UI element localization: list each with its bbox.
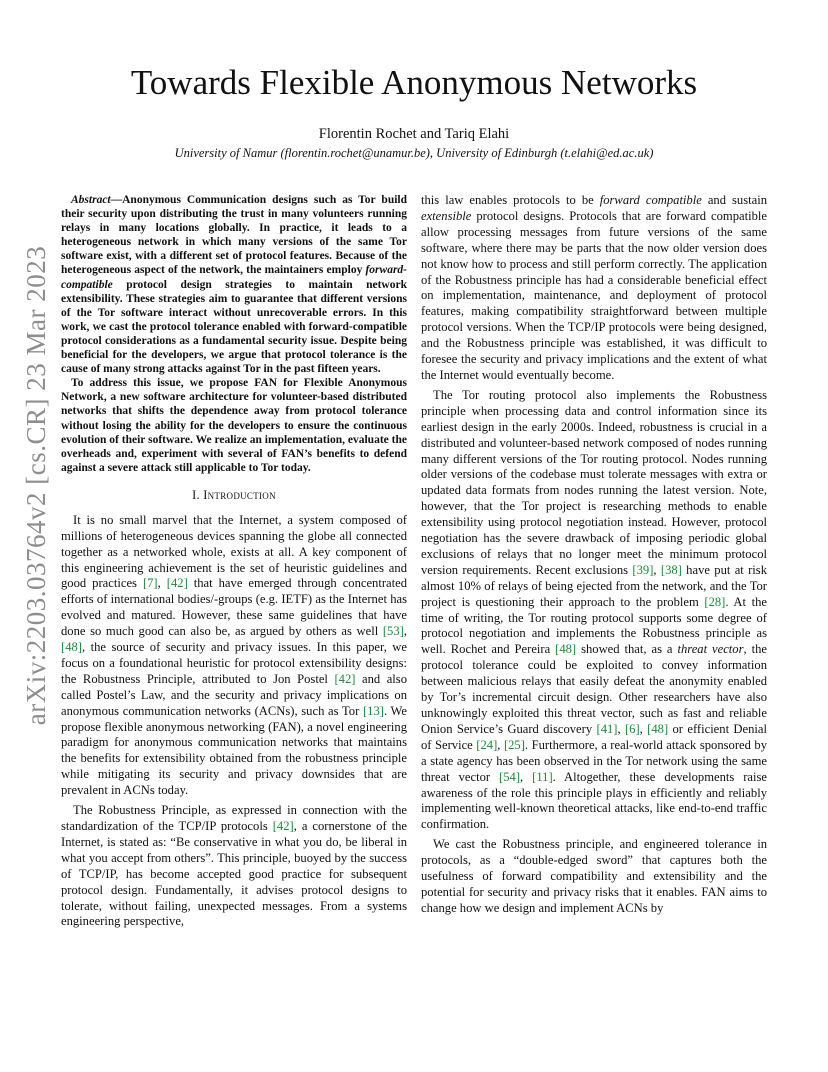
citation-link[interactable]: [25] bbox=[503, 737, 525, 752]
abstract-label: Abstract bbox=[71, 194, 111, 206]
citation-link[interactable]: [42] bbox=[272, 819, 294, 833]
citation-link[interactable]: [41] bbox=[596, 721, 618, 736]
left-column bbox=[61, 193, 407, 934]
right-column bbox=[421, 193, 767, 921]
citation-link[interactable]: [6] bbox=[624, 721, 640, 736]
citation-link[interactable]: [39] bbox=[632, 562, 654, 577]
section-title: Introduction bbox=[203, 487, 276, 502]
paper-title: Towards Flexible Anonymous Networks bbox=[130, 63, 698, 102]
intro-paragraph-2: The Robustness Principle, as expressed in connection with the standardization of the TCP/IP protocols [42], a cornerstone of the Internet, is stated as: “Be conservative in what you do, be liberal in what you accept from others”. This principle, buoyed by the success of TCP/IP, has become accepted good practice for subsequent protocol design. Fundamentally, it advises protocol designs to tolerate, without failing, unexpected messages. From a systems engineering perspective, bbox=[61, 803, 408, 929]
citation-link[interactable]: [38] bbox=[660, 562, 682, 577]
citation-link[interactable]: [48] bbox=[647, 721, 669, 736]
intro-paragraph-1: It is no small marvel that the Internet, a system composed of millions of heterogeneous devices spanning the globe all connected together as a networked whole, exists at all. A key component of this engineering achievement is the set of heuristic guidelines and good practices [7], [42] that have emerged through concentrated efforts of international bodies/-groups (e.g. IETF) as the Internet has evolved and matured. However, these same guidelines that have done so much good can also be, as argued by others as well [53], [48], the source of security and privacy issues. In this paper, we focus on a foundational heuristic for protocol extensibility designs: the Robustness Principle, attributed to Jon Postel [42] and also called Postel’s Law, and the security and privacy implications on anonymous communication networks (ACNs), such as Tor [13]. We propose flexible anonymous networking (FAN), a novel engineering paradigm for anonymous communication networks that maintains the benefits for extensibility obtained from the robustness principle while mitigating its security and privacy downsides that are prevalent in ACNs today. bbox=[61, 512, 408, 798]
abstract-paragraph-2: To address this issue, we propose FAN for Flexible Anonymous Network, a new software architecture for volunteer-based distributed networks that shifts the dependence away from protocol tolerance without losing the ability for the developers to ensure the continuous evolution of their software. We realize an implementation, evaluate the overheads and, experiment with several of FAN’s benefits to defend against a severe attack still applicable to Tor today. bbox=[61, 377, 407, 474]
citation-link[interactable]: [53] bbox=[382, 624, 404, 639]
citation-link[interactable]: [13] bbox=[362, 703, 384, 718]
right-paragraph-3: We cast the Robustness principle, and engineered tolerance in protocols, as a “double-edged sword” that captures both the usefulness of forward compatibility and extensibility and the potential for security and privacy risks that it enables. FAN aims to change how we design and implement ACNs by bbox=[421, 837, 767, 915]
section-heading-introduction bbox=[61, 488, 407, 504]
section-number: I. bbox=[192, 487, 200, 502]
citation-link[interactable]: [48] bbox=[555, 642, 577, 657]
citation-link[interactable]: [24] bbox=[476, 737, 498, 752]
right-paragraph-1: this law enables protocols to be forward compatible and sustain extensible protocol designs. Protocols that are forward compatible allow processing messages from future versions of the same software, where there may be parts that the now older version does not know how to process and still perform correctly. The application of the Robustness principle has had a considerable beneficial effect on implementation, maintenance, and deployment of protocol features, making compatibility straightforward between multiple protocol versions. When the TCP/IP protocols were being designed, and the Robustness principle was established, it was difficult to foresee the security and privacy implications and the extent of what the Internet would eventually become. bbox=[421, 193, 768, 382]
paper-authors: Florentin Rochet and Tariq Elahi bbox=[318, 126, 510, 142]
abstract-paragraph-1: Abstract—Anonymous Communication designs such as Tor build their security upon distributing the trust in many volunteers running relays in many locations globally. In practice, it leads to a heterogeneous network in which many versions of the same Tor software exist, with a different set of protocol features. Because of the heterogeneous aspect of the network, the maintainers employ forward-compatible protocol design strategies to maintain network extensibility. These strategies aim to guarantee that different versions of the Tor software interact without unrecoverable errors. In this work, we cast the protocol tolerance enabled with forward-compatible protocol considerations as a fundamental security issue. Despite being beneficial for the developers, we argue that protocol tolerance is the cause of many strong attacks against Tor in the past fifteen years. bbox=[61, 194, 407, 376]
citation-link[interactable]: [7] bbox=[142, 576, 158, 591]
abstract bbox=[61, 193, 407, 475]
author-affiliations: University of Namur (florentin.rochet@unamur.be), University of Edinburgh (t.elahi@ed.ac.uk) bbox=[174, 146, 654, 160]
citation-link[interactable]: [42] bbox=[334, 671, 356, 686]
arxiv-identifier-stamp bbox=[21, 245, 52, 725]
right-paragraph-2: The Tor routing protocol also implements the Robustness principle when processing data and control information since its earliest design in the early 2000s. Indeed, robustness is crucial in a distributed and volunteer-based network composed of nodes running many different versions of the Tor routing protocol. Nodes running older versions of the codebase must tolerate messages with extra or updated data formats from nodes running the latest version. Note, however, that the Tor project is researching methods to enable extensibility using protocol negotiation instead. However, protocol negotiation has the severe drawback of imposing periodic global exclusions of relays that no longer meet the minimum protocol version requirements. Recent exclusions [39], [38] have put at risk almost 10% of relays of being ejected from the network, and the Tor project is questioning their approach to the problem [28]. At the time of writing, the Tor routing protocol supports some degree of protocol negotiation and implements the Robustness principle as well. Rochet and Pereira [48] showed that, as a threat vector, the protocol tolerance could be exploited to convey information between malicious relays that easily defeat the anonymity enabled by Tor’s incremental circuit design. Other researchers have also unknowingly exploited this threat vector, such as fast and reliable Onion Service’s Guard discovery [41], [6], [48] or efficient Denial of Service [24], [25]. Furthermore, a real-world attack sponsored by a state agency has been observed in the Tor network using the same threat vector [54], [11]. Altogether, these developments raise awareness of the role this principle plays in efficiently and reliably implementing well-known theoretical attacks, like end-to-end traffic confirmation. bbox=[421, 387, 768, 832]
citation-link[interactable]: [48] bbox=[61, 640, 82, 655]
citation-link[interactable]: [42] bbox=[166, 576, 188, 591]
citation-link[interactable]: [28] bbox=[704, 594, 726, 609]
arxiv-identifier-text: arXiv:2203.03764v2 [cs.CR] 23 Mar 2023 bbox=[21, 245, 52, 725]
citation-link[interactable]: [54] bbox=[499, 769, 521, 784]
citation-link[interactable]: [11] bbox=[532, 769, 553, 784]
